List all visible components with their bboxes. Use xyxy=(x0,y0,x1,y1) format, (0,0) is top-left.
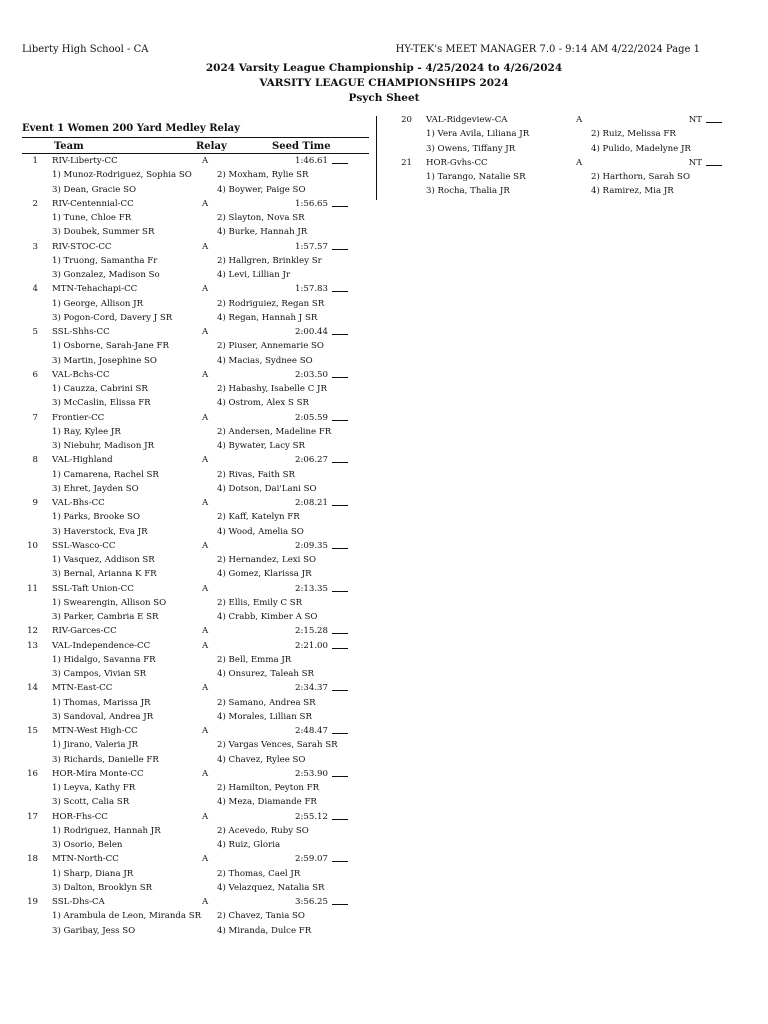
table-row xyxy=(20,496,370,510)
swimmer-name: 2) Hallgren, Brinkley Sr xyxy=(217,255,322,266)
seed-blank xyxy=(332,861,348,862)
seed-blank xyxy=(332,591,348,592)
relay-letter: A xyxy=(202,540,209,551)
swimmer-name: 3) Doubek, Summer SR xyxy=(52,227,155,238)
swimmer-name: 4) Bywater, Lacy SR xyxy=(217,441,305,451)
swimmer-name: 3) Garibay, Jess SO xyxy=(52,925,136,936)
seed-time: 2:53.90 xyxy=(295,768,328,779)
event-title-rule xyxy=(22,137,369,138)
relay-letter: A xyxy=(202,768,209,779)
team-name: SSL-Shhs-CC xyxy=(52,327,110,337)
seed-time: 2:13.35 xyxy=(295,583,328,594)
relay-letter: A xyxy=(202,369,209,380)
seed-time: 2:59.07 xyxy=(295,854,328,865)
swimmer-name: 2) Acevedo, Ruby SO xyxy=(217,825,309,836)
swimmer-name: 4) Gomez, Klarissa JR xyxy=(217,569,312,580)
meet-line: 2024 Varsity League Championship - 4/25/2024 to 4/26/2024 xyxy=(205,62,563,74)
place-number: 13 xyxy=(27,640,38,651)
table-row xyxy=(20,810,370,824)
table-row xyxy=(20,154,370,168)
seed-time: 2:48.47 xyxy=(295,726,328,736)
place-number: 4 xyxy=(32,284,38,295)
swimmer-name: 3) Bernal, Arianna K FR xyxy=(52,569,157,580)
swimmer-name: 3) Pogon-Cord, Davery J SR xyxy=(52,312,173,323)
seed-blank xyxy=(332,904,348,905)
place-number: 14 xyxy=(27,683,38,694)
seed-blank xyxy=(332,548,348,549)
table-row xyxy=(20,624,370,638)
relay-letter: A xyxy=(202,583,209,594)
swimmer-name: 1) George, Allison JR xyxy=(52,298,144,309)
swimmer-name: 3) McCaslin, Elissa FR xyxy=(52,398,151,409)
team-name: VAL-Independence-CC xyxy=(52,640,151,651)
swimmer-name: 1) Parks, Brooke SO xyxy=(52,512,140,523)
swimmer-name: 4) Chavez, Rylee SO xyxy=(217,754,306,765)
swimmer-name: 2) Rodriguiez, Regan SR xyxy=(217,298,325,309)
place-number: 11 xyxy=(27,583,38,594)
swimmer-name: 1) Jirano, Valeria JR xyxy=(52,740,139,751)
swimmer-name: 2) Chavez, Tania SO xyxy=(217,911,305,922)
swimmer-name: 1) Munoz-Rodriguez, Sophia SO xyxy=(52,170,192,181)
swimmer-name: 2) Piuser, Annemarie SO xyxy=(217,341,324,352)
col-seed-header: Seed Time xyxy=(272,141,331,152)
seed-blank xyxy=(706,122,722,123)
place-number: 3 xyxy=(32,241,38,252)
swimmer-name: 1) Cauzza, Cabrini SR xyxy=(52,384,148,394)
table-row xyxy=(20,453,370,467)
seed-time: 2:09.35 xyxy=(295,540,328,551)
seed-blank xyxy=(332,334,348,335)
seed-time: 2:03.50 xyxy=(295,369,328,380)
team-name: VAL-Highland xyxy=(52,455,113,466)
place-number: 15 xyxy=(27,726,38,736)
swimmer-name: 1) Tune, Chloe FR xyxy=(52,213,132,223)
table-row xyxy=(20,282,370,296)
swimmer-name: 1) Vasquez, Addison SR xyxy=(52,555,155,565)
swimmer-name: 3) Owens, Tiffany JR xyxy=(426,143,516,154)
seed-blank xyxy=(332,462,348,463)
seed-blank xyxy=(706,165,722,166)
swimmer-name: 3) Scott, Calia SR xyxy=(52,797,130,808)
relay-letter: A xyxy=(202,327,209,337)
place-number: 18 xyxy=(27,854,38,865)
swimmer-name: 1) Sharp, Diana JR xyxy=(52,868,134,879)
seed-blank xyxy=(332,633,348,634)
place-number: 19 xyxy=(27,897,38,907)
swimmer-name: 3) Sandoval, Andrea JR xyxy=(52,711,154,722)
place-number: 2 xyxy=(32,198,38,209)
team-name: HOR-Fhs-CC xyxy=(52,811,108,822)
table-row xyxy=(20,539,370,553)
swimmer-name: 4) Velazquez, Natalia SR xyxy=(217,882,325,893)
swimmer-name: 4) Ostrom, Alex S SR xyxy=(217,398,309,409)
relay-letter: A xyxy=(202,640,209,651)
seed-time: 1:56.65 xyxy=(295,198,328,209)
table-row xyxy=(20,681,370,695)
relay-letter: A xyxy=(202,241,209,252)
place-number: 10 xyxy=(27,540,38,551)
swimmer-name: 2) Hernandez, Lexi SO xyxy=(217,555,317,565)
table-row xyxy=(20,852,370,866)
seed-blank xyxy=(332,505,348,506)
team-name: MTN-East-CC xyxy=(52,683,113,694)
seed-blank xyxy=(332,163,348,164)
table-row xyxy=(20,325,370,339)
team-name: MTN-North-CC xyxy=(52,854,119,865)
swimmer-name: 4) Miranda, Dulce FR xyxy=(217,925,312,936)
swimmer-name: 4) Levi, Lillian Jr xyxy=(217,270,291,280)
seed-blank xyxy=(332,249,348,250)
swimmer-name: 4) Macias, Sydnee SO xyxy=(217,355,313,366)
team-name: RIV-Centennial-CC xyxy=(52,198,134,209)
seed-blank xyxy=(332,733,348,734)
swimmer-name: 2) Andersen, Madeline FR xyxy=(217,426,332,437)
seed-blank xyxy=(332,206,348,207)
swimmer-name: 1) Vera Avila, Liliana JR xyxy=(426,129,530,140)
seed-time: 2:00.44 xyxy=(295,327,328,337)
swimmer-name: 1) Tarango, Natalie SR xyxy=(426,172,526,182)
place-number: 12 xyxy=(27,626,38,637)
swimmer-name: 3) Dean, Gracie SO xyxy=(52,184,137,195)
swimmer-name: 3) Dalton, Brooklyn SR xyxy=(52,882,153,893)
place-number: 7 xyxy=(32,412,38,423)
swimmer-name: 2) Slayton, Nova SR xyxy=(217,213,305,223)
table-row xyxy=(20,368,370,382)
column-divider xyxy=(376,116,377,200)
table-row xyxy=(20,197,370,211)
swimmer-name: 1) Swearengin, Allison SO xyxy=(52,597,167,608)
place-number: 5 xyxy=(32,327,38,337)
swimmer-name: 1) Camarena, Rachel SR xyxy=(52,469,159,480)
relay-letter: A xyxy=(202,198,209,209)
swimmer-name: 3) Martin, Josephine SO xyxy=(52,355,157,366)
swimmer-name: 2) Ellis, Emily C SR xyxy=(217,597,303,608)
seed-time: 1:46.61 xyxy=(295,156,328,166)
swimmer-name: 4) Meza, Diamande FR xyxy=(217,797,317,808)
swimmer-name: 4) Morales, Lillian SR xyxy=(217,711,312,722)
swimmer-name: 2) Samano, Andrea SR xyxy=(217,697,316,708)
seed-blank xyxy=(332,420,348,421)
swimmer-name: 2) Bell, Emma JR xyxy=(217,654,292,665)
swimmer-name: 4) Crabb, Kimber A SO xyxy=(217,612,318,622)
table-row xyxy=(394,113,744,127)
swimmer-name: 1) Arambula de Leon, Miranda SR xyxy=(52,911,202,922)
seed-time: 2:21.00 xyxy=(295,640,328,651)
swimmer-name: 3) Osorio, Belen xyxy=(52,840,123,850)
seed-time: 3:56.25 xyxy=(295,897,328,907)
swimmer-name: 1) Leyva, Kathy FR xyxy=(52,783,136,793)
table-row xyxy=(20,582,370,596)
seed-time: NT xyxy=(688,115,702,125)
seed-time: 1:57.57 xyxy=(295,241,328,252)
table-row xyxy=(394,156,744,170)
relay-letter: A xyxy=(202,455,209,466)
table-row xyxy=(20,411,370,425)
place-number: 20 xyxy=(401,115,412,125)
team-name: MTN-West High-CC xyxy=(52,726,138,736)
relay-letter: A xyxy=(202,854,209,865)
relay-letter: A xyxy=(202,284,209,295)
team-name: SSL-Taft Union-CC xyxy=(52,583,134,594)
relay-letter: A xyxy=(202,897,209,907)
seed-time: 2:08.21 xyxy=(295,498,328,508)
team-name: HOR-Gvhs-CC xyxy=(426,157,488,168)
software-info: HY-TEK's MEET MANAGER 7.0 - 9:14 AM 4/22/2024 Page 1 xyxy=(395,44,700,55)
swimmer-name: 2) Hamilton, Peyton FR xyxy=(217,783,320,793)
swimmer-name: 4) Pulido, Madelyne JR xyxy=(591,143,691,154)
table-row xyxy=(20,724,370,738)
col-relay-header: Relay xyxy=(196,141,227,152)
place-number: 9 xyxy=(32,498,38,508)
seed-time: 2:15.28 xyxy=(295,626,328,637)
table-row xyxy=(20,767,370,781)
relay-letter: A xyxy=(202,683,209,694)
place-number: 17 xyxy=(27,811,38,822)
seed-blank xyxy=(332,291,348,292)
swimmer-name: 2) Vargas Vences, Sarah SR xyxy=(217,740,338,751)
col-team-header: Team xyxy=(54,141,84,152)
swimmer-name: 3) Rocha, Thalia JR xyxy=(426,186,510,197)
team-name: VAL-Bhs-CC xyxy=(52,498,105,508)
school-name: Liberty High School - CA xyxy=(22,44,149,55)
seed-time: 1:57.83 xyxy=(295,284,328,295)
swimmer-name: 1) Thomas, Marissa JR xyxy=(52,697,151,708)
swimmer-name: 1) Hidalgo, Savanna FR xyxy=(52,654,156,665)
swimmer-name: 2) Kaff, Katelyn FR xyxy=(217,512,300,523)
table-row xyxy=(20,895,370,909)
swimmer-name: 3) Gonzalez, Madison So xyxy=(52,270,160,280)
team-name: RIV-STOC-CC xyxy=(52,241,112,252)
swimmer-name: 4) Onsurez, Taleah SR xyxy=(217,669,315,679)
swimmer-name: 2) Moxham, Rylie SR xyxy=(217,170,309,181)
swimmer-name: 1) Ray, Kylee JR xyxy=(52,426,121,437)
swimmer-name: 4) Ramirez, Mia JR xyxy=(591,186,674,197)
swimmer-name: 2) Habashy, Isabelle C JR xyxy=(217,384,327,394)
swimmer-name: 3) Parker, Cambria E SR xyxy=(52,612,159,622)
seed-time: 2:06.27 xyxy=(295,455,328,466)
swimmer-name: 4) Wood, Amelia SO xyxy=(217,526,304,537)
team-name: HOR-Mira Monte-CC xyxy=(52,768,144,779)
seed-blank xyxy=(332,776,348,777)
relay-letter: A xyxy=(202,811,209,822)
seed-time: 2:34.37 xyxy=(295,683,328,694)
swimmer-name: 4) Ruiz, Gloria xyxy=(217,840,281,850)
swimmer-name: 4) Burke, Hannah JR xyxy=(217,227,308,238)
team-name: RIV-Garces-CC xyxy=(52,626,117,637)
relay-letter: A xyxy=(202,412,209,423)
swimmer-name: 1) Rodriguez, Hannah JR xyxy=(52,825,161,836)
team-name: RIV-Liberty-CC xyxy=(52,156,118,166)
seed-blank xyxy=(332,377,348,378)
seed-blank xyxy=(332,690,348,691)
swimmer-name: 3) Niebuhr, Madison JR xyxy=(52,441,155,451)
seed-time: 2:05.59 xyxy=(295,412,328,423)
swimmer-name: 3) Haverstock, Eva JR xyxy=(52,526,148,537)
team-name: SSL-Wasco-CC xyxy=(52,540,116,551)
sheet-title: Psych Sheet xyxy=(348,92,420,104)
swimmer-name: 4) Boywer, Paige SO xyxy=(217,184,306,195)
relay-letter: A xyxy=(576,157,583,168)
team-name: Frontier-CC xyxy=(52,412,105,423)
swimmer-name: 2) Ruiz, Melissa FR xyxy=(591,129,676,140)
team-name: SSL-Dhs-CA xyxy=(52,897,105,907)
swimmer-name: 2) Harthorn, Sarah SO xyxy=(591,172,690,182)
team-name: VAL-Bchs-CC xyxy=(52,369,110,380)
swimmer-name: 3) Campos, Vivian SR xyxy=(52,669,147,679)
relay-letter: A xyxy=(202,156,209,166)
seed-time: 2:55.12 xyxy=(295,811,328,822)
swimmer-name: 4) Dotson, Dai'Lani SO xyxy=(217,483,317,494)
place-number: 1 xyxy=(32,156,38,166)
relay-letter: A xyxy=(202,726,209,736)
swimmer-name: 2) Rivas, Faith SR xyxy=(217,469,295,480)
swimmer-name: 1) Truong, Samantha Fr xyxy=(52,255,158,266)
seed-blank xyxy=(332,648,348,649)
swimmer-name: 3) Ehret, Jayden SO xyxy=(52,483,139,494)
table-row xyxy=(20,639,370,653)
meet-title: VARSITY LEAGUE CHAMPIONSHIPS 2024 xyxy=(259,77,509,89)
place-number: 16 xyxy=(27,768,38,779)
swimmer-name: 2) Thomas, Cael JR xyxy=(217,868,301,879)
swimmer-name: 1) Osborne, Sarah-Jane FR xyxy=(52,341,169,352)
table-row xyxy=(20,240,370,254)
seed-time: NT xyxy=(688,157,702,168)
team-name: MTN-Tehachapi-CC xyxy=(52,284,138,295)
swimmer-name: 4) Regan, Hannah J SR xyxy=(217,312,318,323)
relay-letter: A xyxy=(202,626,209,637)
swimmer-name: 3) Richards, Danielle FR xyxy=(52,754,159,765)
place-number: 21 xyxy=(401,157,412,168)
relay-letter: A xyxy=(576,115,583,125)
event-title: Event 1 Women 200 Yard Medley Relay xyxy=(22,123,240,134)
team-name: VAL-Ridgeview-CA xyxy=(426,115,508,125)
relay-letter: A xyxy=(202,498,209,508)
place-number: 8 xyxy=(32,455,38,466)
seed-blank xyxy=(332,819,348,820)
place-number: 6 xyxy=(32,369,38,380)
